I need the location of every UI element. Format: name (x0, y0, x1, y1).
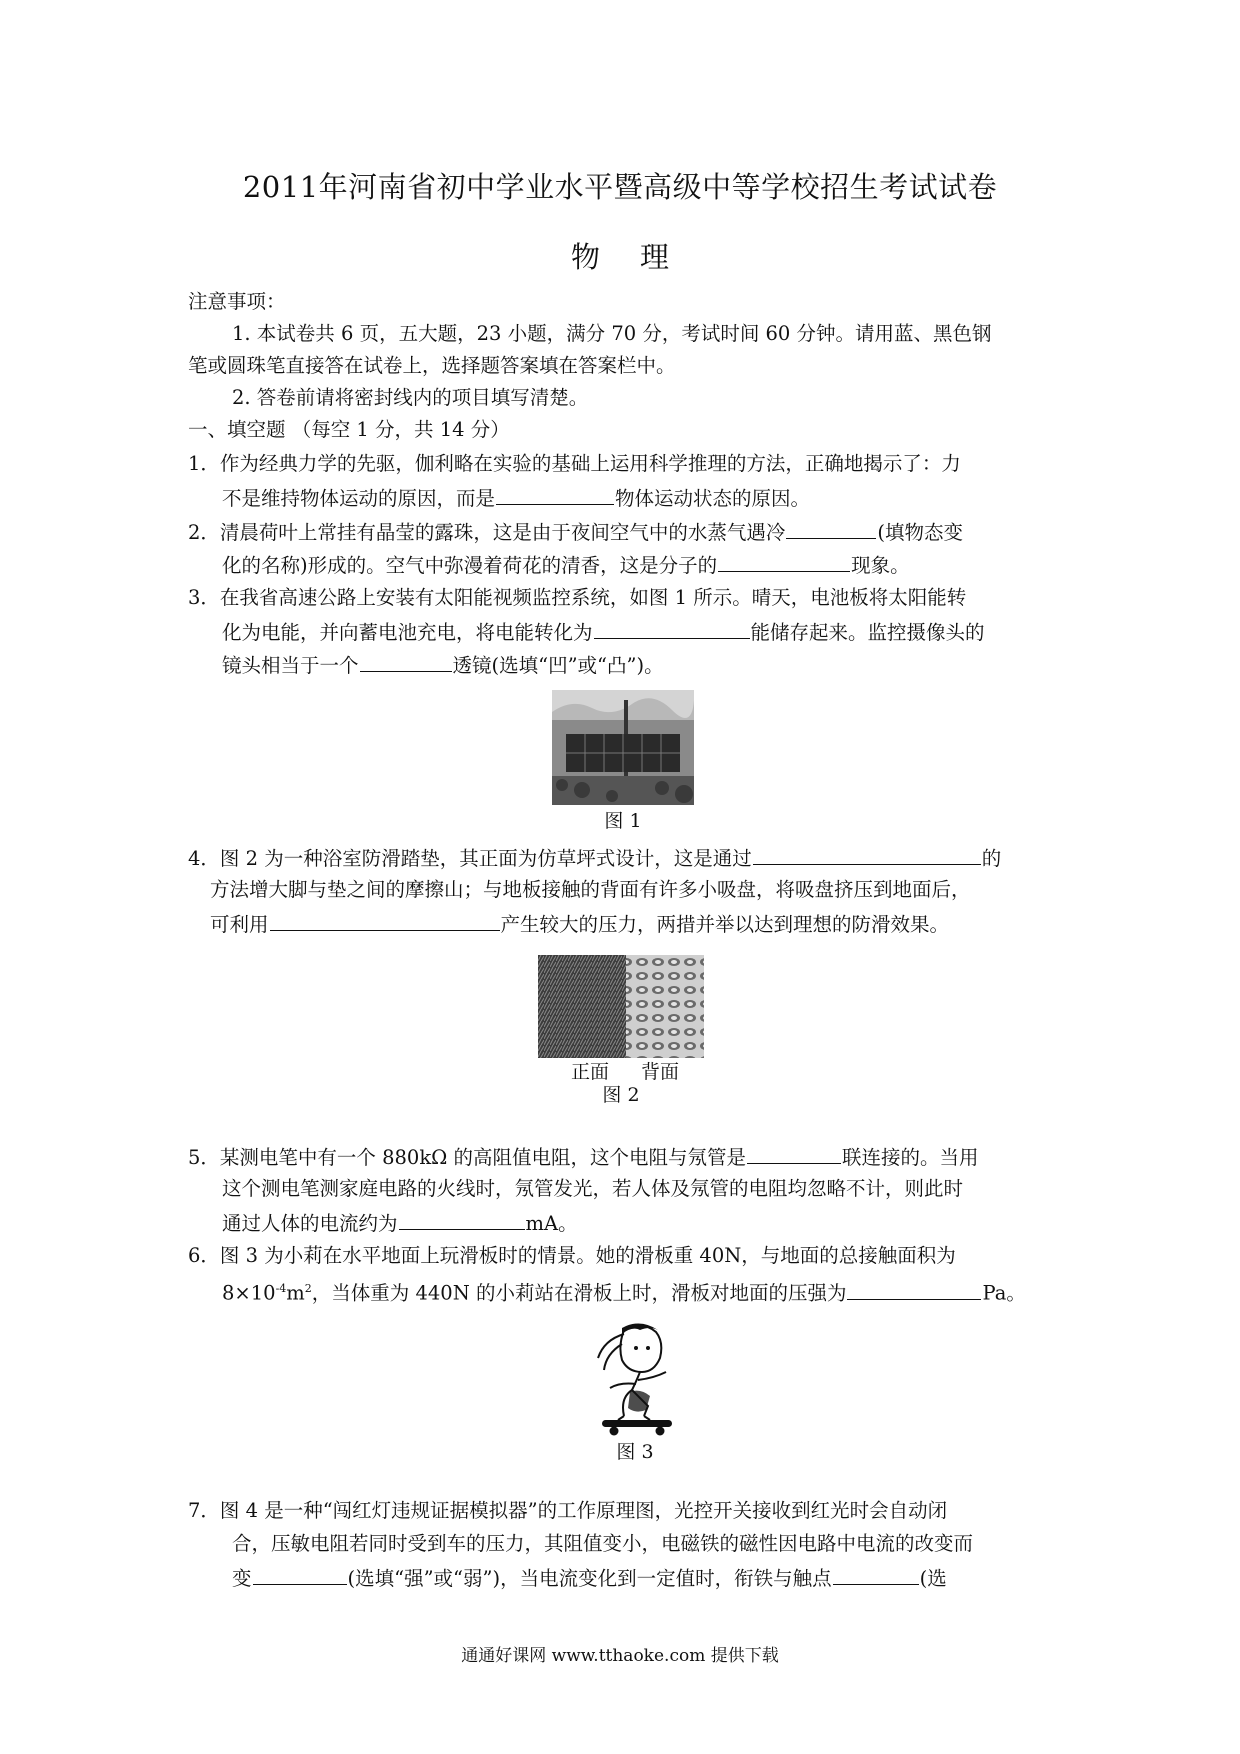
answer-blank[interactable] (496, 480, 614, 505)
question-4-line-3: 可利用 产生较大的压力，两措并举以达到理想的防滑效果。 (210, 906, 949, 942)
question-1-line-2: 不是维持物体运动的原因，而是 物体运动状态的原因。 (222, 480, 810, 516)
question-3-line-3: 镜头相当于一个 透镜(选填“凹”或“凸”)。 (222, 647, 664, 683)
question-7-line-3: 变 (选填“强”或“弱”)，当电流变化到一定值时，衔铁与触点 (选 (232, 1560, 947, 1596)
question-5-line-1: 5．某测电笔中有一个 880kΩ 的高阻值电阻，这个电阻与氖管是 联连接的。当用 (188, 1139, 979, 1175)
notes-heading: 注意事项： (188, 290, 286, 313)
note-item-2: 2. 答卷前请将密封线内的项目填写清楚。 (232, 386, 589, 409)
subject-title: 物理 (570, 240, 709, 274)
question-1-line-1: 1．作为经典力学的先驱，伽利略在实验的基础上运用科学推理的方法，正确地揭示了：力 (188, 452, 961, 475)
question-6-line-2: $8\times 10^{-4}m^2$，当体重为 440N 的小莉站在滑板上时，滑板对地面的压强为 Pa。 (222, 1272, 1026, 1311)
figure-2-bath-mat-photo (538, 955, 704, 1058)
question-3-line-2: 化为电能，并向蓄电池充电，将电能转化为 能储存起来。监控摄像头的 (222, 614, 985, 650)
question-7-line-1: 7．图 4 是一种“闯红灯违规证据模拟器”的工作原理图，光控开关接收到红光时会自动闭 (188, 1499, 948, 1522)
figure-2-caption: 图 2 (602, 1084, 640, 1106)
section-heading: 一、填空题 （每空 1 分，共 14 分） (188, 418, 510, 441)
question-2-line-1: 2．清晨荷叶上常挂有晶莹的露珠，这是由于夜间空气中的水蒸气遇冷 (填物态变 (188, 514, 963, 550)
figure-1-caption: 图 1 (604, 810, 642, 832)
question-2-line-2: 化的名称)形成的。空气中弥漫着荷花的清香，这是分子的 现象。 (222, 547, 910, 583)
answer-blank[interactable] (847, 1275, 981, 1300)
question-4-line-2: 方法增大脚与垫之间的摩擦山；与地板接触的背面有许多小吸盘，将吸盘挤压到地面后， (210, 878, 971, 901)
question-3-line-1: 3．在我省高速公路上安装有太阳能视频监控系统，如图 1 所示。晴天，电池板将太阳能转 (188, 586, 967, 609)
answer-blank[interactable] (753, 840, 981, 865)
answer-blank[interactable] (718, 547, 850, 572)
note-item-1-cont: 笔或圆珠笔直接答在试卷上，选择题答案填在答案栏中。 (188, 354, 676, 377)
figure-2-label-back: 背面 (640, 1061, 679, 1083)
note-item-1: 1. 本试卷共 6 页，五大题，23 小题，满分 70 分，考试时间 60 分钟。请用蓝、黑色钢 (232, 322, 992, 345)
answer-blank[interactable] (786, 514, 876, 539)
question-7-line-2: 合，压敏电阻若同时受到车的压力，其阻值变小，电磁铁的磁性因电路中电流的改变而 (232, 1532, 974, 1555)
question-6-line-1: 6．图 3 为小莉在水平地面上玩滑板时的情景。她的滑板重 40N，与地面的总接触面积为 (188, 1244, 956, 1267)
figure-1-solar-panel-photo (552, 690, 694, 805)
question-5-line-3: 通过人体的电流约为 mA。 (222, 1205, 578, 1241)
answer-blank[interactable] (399, 1205, 525, 1230)
figure-3-caption: 图 3 (616, 1441, 654, 1463)
question-4-line-1: 4．图 2 为一种浴室防滑踏垫，其正面为仿草坪式设计，这是通过 的 (188, 840, 1001, 876)
figure-3-skateboard-girl-drawing (584, 1320, 688, 1438)
answer-blank[interactable] (253, 1560, 347, 1585)
question-5-line-2: 这个测电笔测家庭电路的火线时，氖管发光，若人体及氖管的电阻均忽略不计，则此时 (222, 1177, 964, 1200)
answer-blank[interactable] (833, 1560, 919, 1585)
figure-2-label-front: 正面 (570, 1061, 609, 1083)
answer-blank[interactable] (270, 906, 500, 931)
exam-title: 2011年河南省初中学业水平暨高级中等学校招生考试试卷 (242, 170, 998, 204)
answer-blank[interactable] (747, 1139, 841, 1164)
page-footer: 通通好课网 www.tthaoke.com 提供下载 (461, 1646, 779, 1666)
answer-blank[interactable] (594, 614, 750, 639)
answer-blank[interactable] (360, 647, 452, 672)
